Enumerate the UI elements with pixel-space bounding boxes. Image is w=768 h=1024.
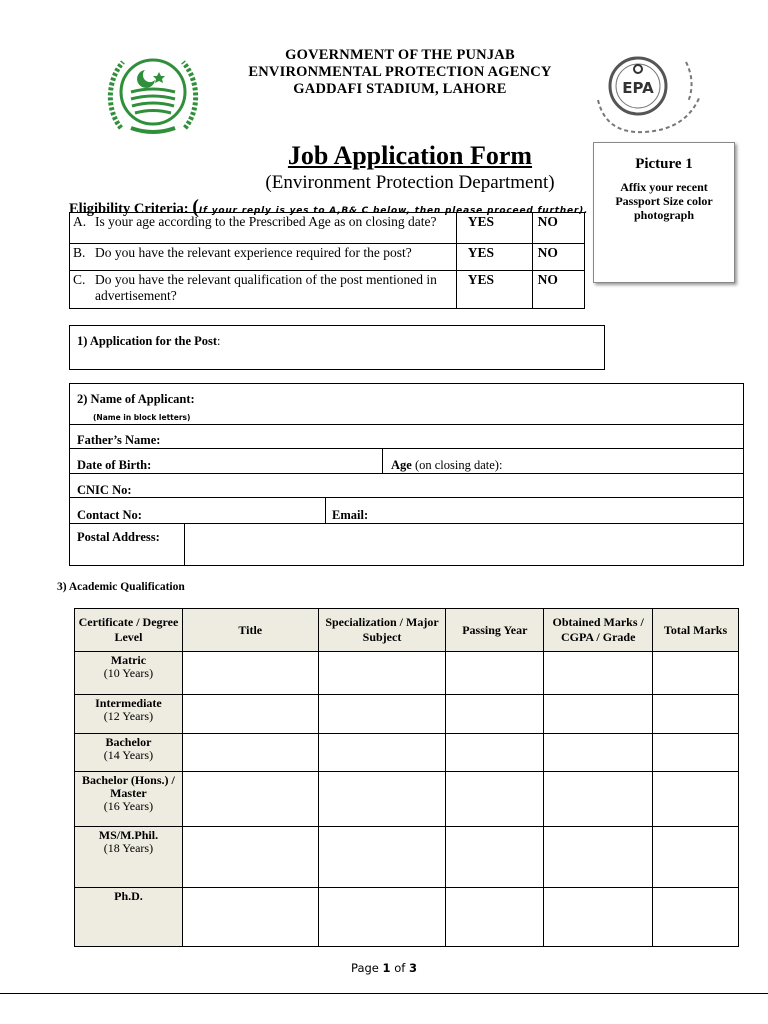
obtained-marks-cell[interactable] — [544, 772, 653, 827]
degree-level-name: Matric — [110, 653, 147, 667]
specialization-cell[interactable] — [318, 772, 446, 827]
degree-level-years: (12 Years) — [103, 709, 154, 723]
table-row — [75, 695, 739, 734]
degree-level-years: (18 Years) — [103, 841, 154, 855]
postal-address-label: Postal Address: — [77, 530, 160, 544]
eligibility-table — [69, 212, 585, 309]
epa-logo-text: EPA — [622, 79, 654, 97]
academic-qualification-label: 3) Academic Qualification — [57, 581, 185, 593]
dob-label: Date of Birth: — [77, 458, 152, 472]
passing-year-cell[interactable] — [446, 734, 544, 772]
specialization-cell[interactable] — [318, 734, 446, 772]
degree-level-cell — [75, 695, 183, 734]
table-row — [75, 888, 739, 947]
eligibility-letter: B. — [73, 245, 86, 260]
degree-level-name: Bachelor — [105, 735, 152, 749]
degree-level-name: MS/M.Phil. — [98, 828, 159, 842]
total-marks-cell[interactable] — [653, 772, 739, 827]
academic-table — [74, 608, 739, 947]
photo-caption: Picture 1 — [635, 156, 693, 172]
degree-level-name: Ph.D. — [114, 889, 143, 903]
eligibility-row-c — [70, 271, 585, 309]
photo-box — [593, 142, 735, 283]
degree-level-cell — [75, 734, 183, 772]
total-marks-cell[interactable] — [653, 827, 739, 888]
footer-divider — [0, 993, 768, 994]
dob-field[interactable] — [160, 450, 378, 470]
eligibility-paren: ( — [192, 196, 199, 218]
degree-level-name: Bachelor (Hons.) / Master — [82, 773, 175, 800]
passing-year-cell[interactable] — [446, 772, 544, 827]
form-title: Job Application Form — [287, 141, 533, 170]
yes-option[interactable]: YES — [456, 244, 532, 271]
contact-label: Contact No: — [77, 508, 142, 522]
title-cell[interactable] — [182, 888, 318, 947]
column-header: Total Marks — [653, 609, 739, 652]
total-marks-cell[interactable] — [653, 888, 739, 947]
total-marks-cell[interactable] — [653, 652, 739, 695]
obtained-marks-cell[interactable] — [544, 695, 653, 734]
column-header: Certificate / Degree Level — [75, 609, 183, 652]
degree-level-cell — [75, 652, 183, 695]
title-cell[interactable] — [182, 652, 318, 695]
title-cell[interactable] — [182, 734, 318, 772]
degree-level-name: Intermediate — [95, 696, 162, 710]
age-field[interactable] — [510, 450, 740, 470]
form-subtitle: (Environment Protection Department) — [265, 172, 555, 193]
cnic-field[interactable] — [140, 475, 740, 495]
degree-level-years: (16 Years) — [103, 799, 154, 813]
academic-header-row — [75, 609, 739, 652]
contact-field[interactable] — [150, 500, 320, 520]
eligibility-row-b — [70, 244, 585, 271]
eligibility-letter: A. — [73, 214, 87, 229]
column-header: Passing Year — [446, 609, 544, 652]
application-post-box[interactable] — [69, 325, 605, 370]
no-option[interactable]: NO — [532, 244, 584, 271]
specialization-cell[interactable] — [318, 827, 446, 888]
table-row — [75, 827, 739, 888]
obtained-marks-cell[interactable] — [544, 734, 653, 772]
eligibility-question: Do you have the relevant experience required for the post? — [95, 245, 412, 260]
email-field[interactable] — [380, 500, 740, 520]
yes-option[interactable]: YES — [456, 213, 532, 244]
degree-level-years: (10 Years) — [103, 666, 154, 680]
no-option[interactable]: NO — [532, 271, 584, 309]
father-name-label: Father’s Name: — [77, 433, 161, 447]
eligibility-question: Is your age according to the Prescribed Age as on closing date? — [95, 214, 437, 229]
specialization-cell[interactable] — [318, 652, 446, 695]
applicant-name-label: 2) Name of Applicant: — [77, 392, 195, 406]
passing-year-cell[interactable] — [446, 888, 544, 947]
specialization-cell[interactable] — [318, 888, 446, 947]
column-header: Specialization / Major Subject — [318, 609, 446, 652]
age-label: Age (on closing date): — [391, 458, 503, 472]
eligibility-note: If your reply is yes to A,B& C below, then please proceed further). — [198, 206, 589, 216]
passing-year-cell[interactable] — [446, 695, 544, 734]
table-row — [75, 652, 739, 695]
degree-level-years: (14 Years) — [103, 748, 154, 762]
total-marks-cell[interactable] — [653, 695, 739, 734]
degree-level-cell — [75, 772, 183, 827]
header-line-1: GOVERNMENT OF THE PUNJAB — [285, 47, 515, 63]
applicant-name-hint: (Name in block letters) — [93, 413, 191, 422]
applicant-name-field[interactable] — [230, 386, 740, 422]
header-line-2: ENVIRONMENTAL PROTECTION AGENCY — [248, 64, 552, 80]
application-post-label: 1) Application for the Post: — [77, 334, 221, 348]
yes-option[interactable]: YES — [456, 271, 532, 309]
title-cell[interactable] — [182, 827, 318, 888]
column-header: Title — [182, 609, 318, 652]
table-row — [75, 734, 739, 772]
column-header: Obtained Marks / CGPA / Grade — [544, 609, 653, 652]
postal-address-field[interactable] — [188, 526, 740, 564]
passing-year-cell[interactable] — [446, 652, 544, 695]
no-option[interactable]: NO — [532, 213, 584, 244]
photo-instruction: Affix your recent Passport Size color photograph — [615, 180, 713, 222]
total-marks-cell[interactable] — [653, 734, 739, 772]
title-cell[interactable] — [182, 772, 318, 827]
eligibility-letter: C. — [73, 272, 86, 287]
specialization-cell[interactable] — [318, 695, 446, 734]
passing-year-cell[interactable] — [446, 827, 544, 888]
degree-level-cell — [75, 888, 183, 947]
obtained-marks-cell[interactable] — [544, 888, 653, 947]
cnic-label: CNIC No: — [77, 483, 132, 497]
title-cell[interactable] — [182, 695, 318, 734]
epa-logo — [596, 52, 706, 136]
eligibility-label: Eligibility Criteria: — [69, 201, 189, 217]
obtained-marks-cell[interactable] — [544, 827, 653, 888]
father-name-field[interactable] — [170, 426, 740, 446]
applicant-details-box — [69, 383, 744, 566]
page-number: Page 1 of 3 — [351, 961, 417, 975]
eligibility-row-a — [70, 213, 585, 244]
obtained-marks-cell[interactable] — [544, 652, 653, 695]
eligibility-question: Do you have the relevant qualification of the post mentioned in advertisement? — [95, 272, 437, 303]
table-row — [75, 772, 739, 827]
email-label: Email: — [332, 508, 369, 522]
degree-level-cell — [75, 827, 183, 888]
header-line-3: GADDAFI STADIUM, LAHORE — [293, 81, 507, 97]
